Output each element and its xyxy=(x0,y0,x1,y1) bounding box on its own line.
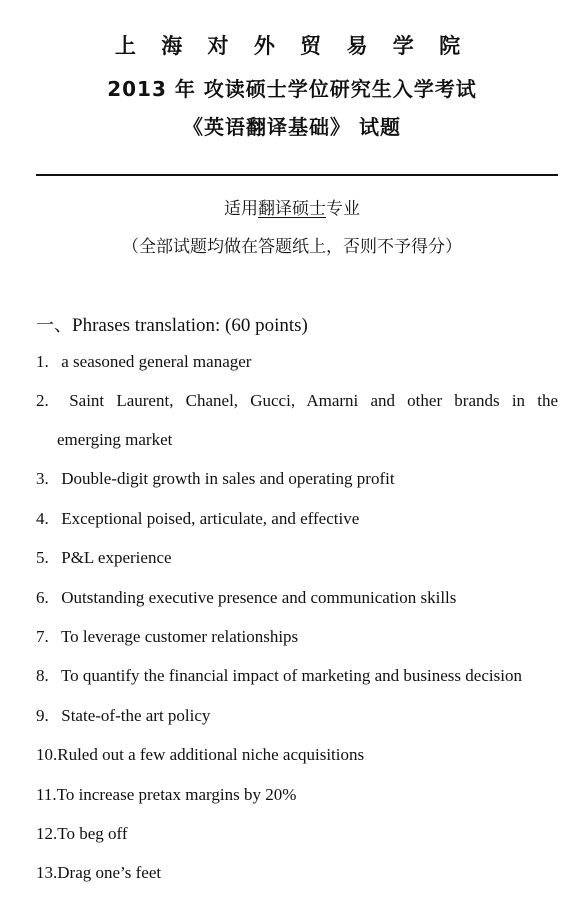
list-item xyxy=(36,459,558,498)
item-text: Double-digit growth in sales and operating profit xyxy=(61,469,395,488)
item-text: To increase pretax margins by 20% xyxy=(56,785,297,804)
applicable-prefix: 适用 xyxy=(224,199,258,219)
item-text: a seasoned general manager xyxy=(61,352,252,371)
header-divider xyxy=(36,174,558,176)
applicable-suffix: 专业 xyxy=(326,199,360,219)
section-marker: 一、 xyxy=(36,315,72,336)
item-number: 3. xyxy=(36,469,49,488)
item-number: 2. xyxy=(36,391,49,410)
list-item xyxy=(36,696,558,735)
list-item xyxy=(36,617,558,656)
exam-title: 2013 年 攻读硕士学位研究生入学考试 xyxy=(107,77,477,101)
item-number: 4. xyxy=(36,509,49,528)
item-number: 10. xyxy=(36,745,58,764)
item-text: To beg off xyxy=(57,824,128,843)
item-text: Outstanding executive presence and communication skills xyxy=(61,588,457,607)
list-item xyxy=(36,578,558,617)
item-number: 5. xyxy=(36,548,49,567)
subject-title: 《英语翻译基础》 试题 xyxy=(183,115,401,139)
item-text: To quantify the financial impact of marketing and business decision xyxy=(60,666,522,685)
item-text: Ruled out a few additional niche acquisitions xyxy=(57,745,365,764)
section-heading-text: Phrases translation: (60 points) xyxy=(72,315,308,336)
list-item xyxy=(36,814,558,853)
item-number: 7. xyxy=(36,627,49,646)
institution-title: 上 海 对 外 贸 易 学 院 xyxy=(114,34,470,58)
item-number: 6. xyxy=(36,588,49,607)
item-number: 12. xyxy=(36,824,58,843)
item-number: 13. xyxy=(36,863,58,882)
section-heading xyxy=(36,311,308,337)
item-number: 9. xyxy=(36,706,49,725)
item-number: 8. xyxy=(36,666,49,685)
item-number: 1. xyxy=(36,352,49,371)
item-text: Exceptional poised, articulate, and effective xyxy=(61,509,360,528)
item-text-continued: emerging market xyxy=(57,430,173,449)
applicable-major-line xyxy=(0,194,584,219)
item-text: P&L experience xyxy=(61,548,172,567)
item-row xyxy=(36,381,558,420)
item-text: Drag one’s feet xyxy=(57,863,162,882)
applicable-major: 翻译硕士 xyxy=(258,199,326,219)
item-text: To leverage customer relationships xyxy=(60,627,299,646)
list-item xyxy=(36,381,558,459)
list-item xyxy=(36,775,558,814)
list-item xyxy=(36,499,558,538)
item-text: State-of-the art policy xyxy=(61,706,211,725)
list-item xyxy=(36,538,558,577)
list-item xyxy=(36,656,558,695)
item-number: 11. xyxy=(36,785,57,804)
answer-instruction: （全部试题均做在答题纸上，否则不予得分） xyxy=(122,237,462,257)
list-item xyxy=(36,342,558,381)
item-text: Saint Laurent, Chanel, Gucci, Amarni and other brands in the xyxy=(69,391,558,410)
list-item xyxy=(36,853,558,892)
list-item xyxy=(36,735,558,774)
